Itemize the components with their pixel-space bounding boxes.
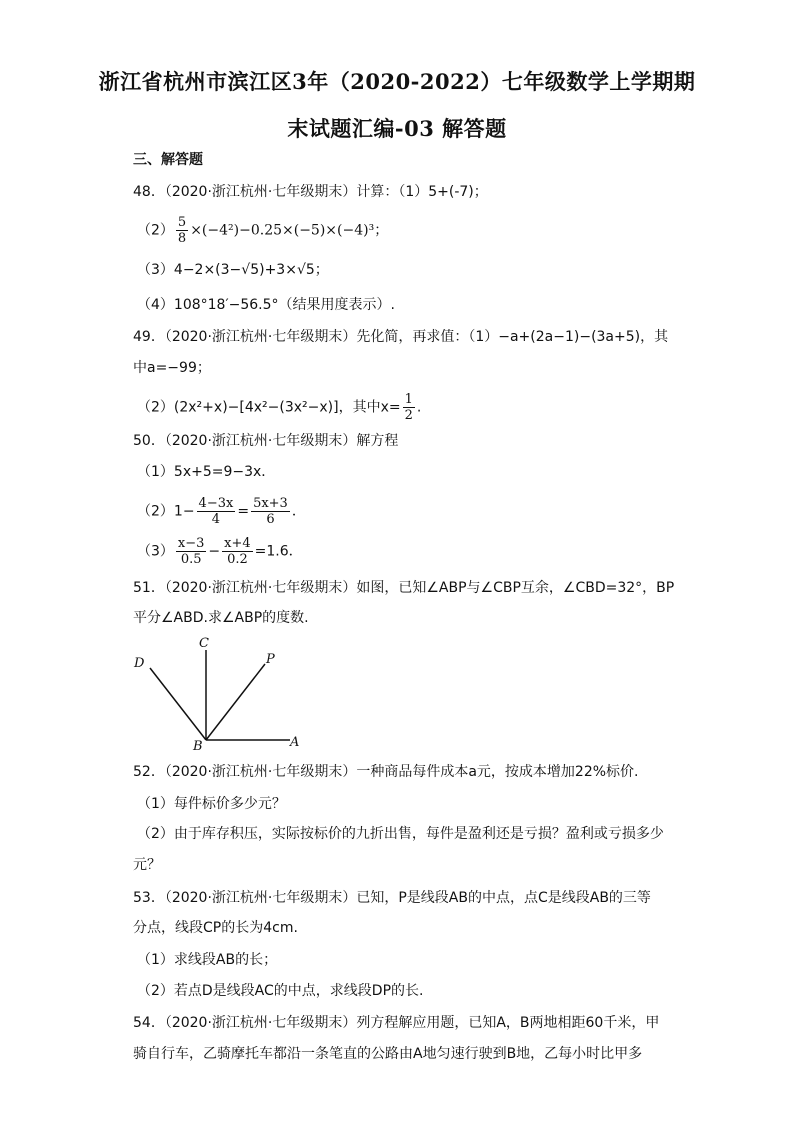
q48-frac-den: 8 — [177, 231, 187, 246]
q48-part2-label: （2） — [137, 222, 174, 239]
ray-BD — [150, 668, 206, 740]
q52-part1: （1）每件标价多少元？ — [137, 796, 286, 812]
q50-part2 — [137, 496, 306, 527]
q50-part3 — [137, 536, 303, 567]
q50-part3-minus: − — [208, 543, 221, 560]
q49-frac-num: 1 — [404, 392, 413, 407]
q50-stem: 50．（2020·浙江杭州·七年级期末）解方程 — [133, 433, 399, 449]
angle-figure — [130, 632, 320, 754]
label-P: P — [266, 652, 275, 667]
q50-part3-frac1 — [176, 536, 207, 567]
q49-part2-expr: （2）(2x²+x)−[4x²−(3x²−x)]，其中x= — [137, 399, 401, 416]
q50-part2-end: ． — [291, 503, 306, 520]
q50-part3-frac1-num: x−3 — [177, 536, 205, 551]
q50-part2-frac2-den: 6 — [266, 512, 275, 527]
q50-part2-frac1-den: 4 — [211, 512, 221, 527]
q49-fraction — [403, 392, 415, 423]
q49-stem-cont: 中a=−99； — [133, 360, 211, 376]
q48-fraction — [176, 215, 188, 246]
label-C: C — [199, 636, 209, 651]
q50-part2-eq: = — [237, 503, 250, 520]
q48-part2 — [137, 215, 388, 246]
q50-part1: （1）5x+5=9−3x． — [137, 464, 276, 480]
document-title-line1: 浙江省杭州市滨江区3年（2020-2022）七年级数学上学期期 — [98, 69, 696, 94]
q53-part2: （2）若点D是线段AC的中点，求线段DP的长. — [137, 983, 424, 999]
q50-part3-frac2-num: x+4 — [224, 536, 251, 551]
q50-part3-frac2 — [222, 536, 253, 567]
q52-stem: 52．（2020·浙江杭州·七年级期末）一种商品每件成本a元，按成本增加22%标价. — [133, 764, 639, 780]
q48-part2-expr: ×(−4²)−0.25×(−5)×(−4)³； — [190, 222, 389, 239]
label-D: D — [134, 656, 145, 671]
q50-part3-label: （3） — [137, 543, 174, 560]
q48-stem: 48．（2020·浙江杭州·七年级期末）计算：（1）5+(-7)； — [133, 184, 488, 200]
q52-part2-cont: 元？ — [133, 857, 161, 873]
q50-part3-frac1-den: 0.5 — [180, 552, 202, 567]
q50-part2-label: （2）1− — [137, 503, 195, 520]
q50-part2-frac2 — [251, 496, 290, 527]
q50-part2-frac1-num: 4−3x — [198, 496, 234, 511]
q48-frac-num: 5 — [177, 215, 187, 230]
q53-part1: （1）求线段AB的长； — [137, 952, 278, 968]
section-heading: 三、解答题 — [133, 152, 203, 168]
label-B: B — [193, 739, 203, 754]
q48-part4: （4）108°18′−56.5°（结果用度表示）. — [137, 297, 395, 313]
q49-part2 — [137, 392, 421, 423]
q52-part2: （2）由于库存积压，实际按标价的九折出售，每件是盈利还是亏损？盈利或亏损多少 — [137, 826, 664, 842]
label-A: A — [290, 735, 300, 750]
q48-part3: （3）4−2×(3−√5)+3×√5； — [137, 262, 329, 278]
q54-stem-cont: 骑自行车，乙骑摩托车都沿一条笔直的公路由A地匀速行驶到B地，乙每小时比甲多 — [133, 1046, 643, 1062]
q51-stem: 51．（2020·浙江杭州·七年级期末）如图，已知∠ABP与∠CBP互余，∠CBD=32°，BP — [133, 580, 675, 596]
q50-part3-frac2-den: 0.2 — [227, 552, 248, 567]
q49-frac-den: 2 — [404, 408, 413, 423]
document-title-line2: 末试题汇编-03 解答题 — [287, 116, 507, 141]
q50-part3-end: =1.6． — [254, 543, 303, 560]
q50-part2-frac1 — [197, 496, 236, 527]
q53-stem-cont: 分点，线段CP的长为4cm. — [133, 920, 298, 936]
q54-stem: 54．（2020·浙江杭州·七年级期末）列方程解应用题，已知A，B两地相距60千米，甲 — [133, 1015, 660, 1031]
q50-part2-frac2-num: 5x+3 — [253, 496, 288, 511]
q49-part2-end: . — [416, 399, 422, 416]
q53-stem: 53．（2020·浙江杭州·七年级期末）已知，P是线段AB的中点，点C是线段AB的三等 — [133, 890, 651, 906]
q51-stem-cont: 平分∠ABD.求∠ABP的度数. — [133, 610, 309, 626]
ray-BP — [206, 664, 265, 740]
q49-stem: 49．（2020·浙江杭州·七年级期末）先化简，再求值：（1）−a+(2a−1)−(3a+5)，其 — [133, 329, 669, 345]
